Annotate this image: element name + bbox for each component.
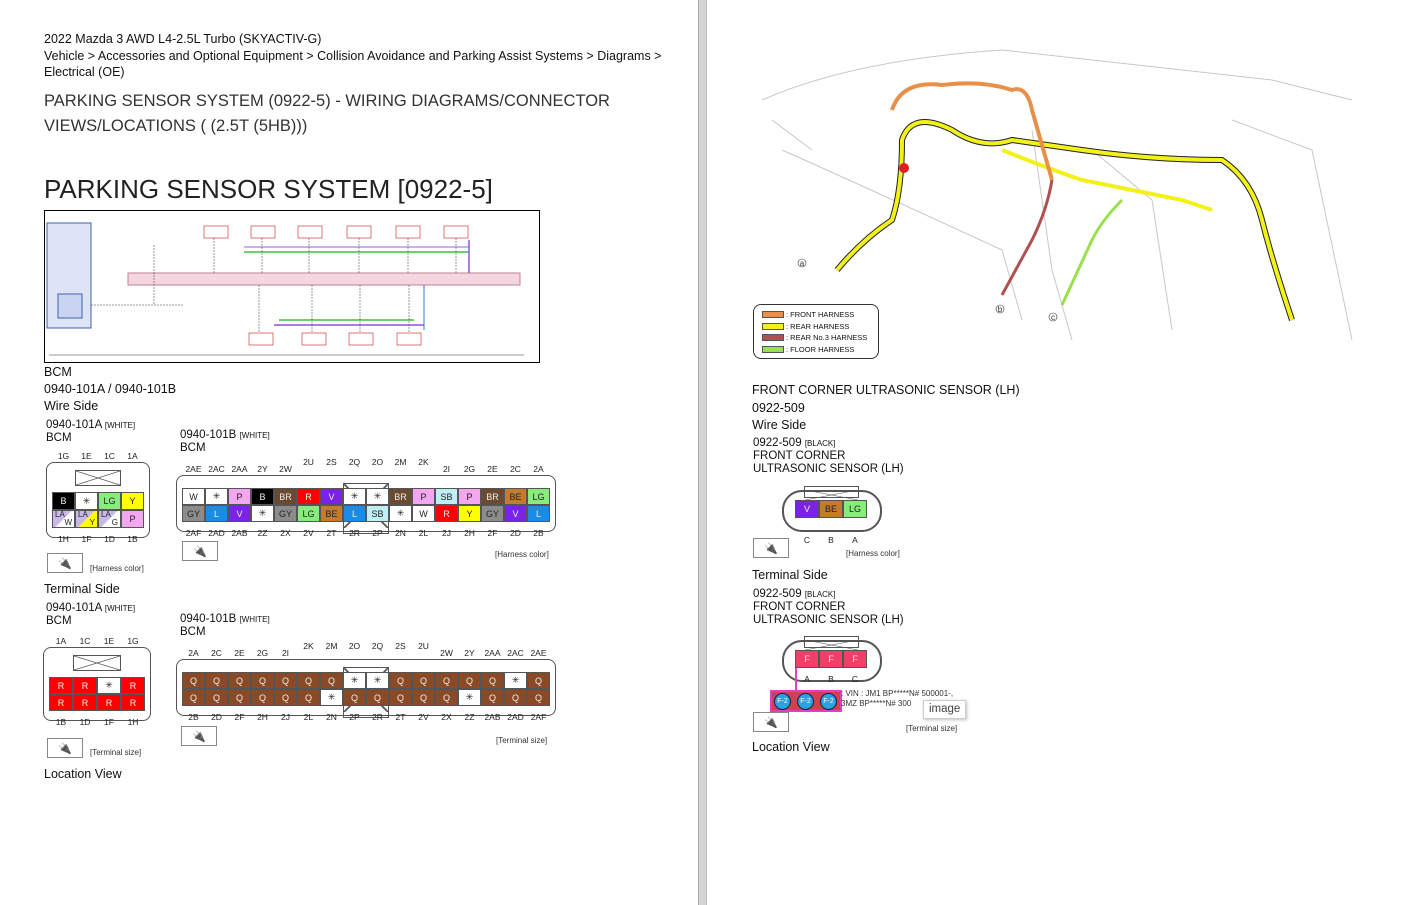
pin-cell: LG — [297, 505, 320, 522]
pin-cell: Q — [343, 689, 366, 706]
legend-label: : REAR HARNESS — [786, 321, 850, 331]
pin-cell: R — [121, 694, 145, 711]
pin-label: 2X — [441, 712, 452, 722]
leader-line — [795, 668, 797, 690]
pin-cell: GY — [481, 505, 504, 522]
legend-item — [762, 309, 870, 321]
pin-label: 2T — [326, 528, 337, 538]
harness-color-note: [Harness color] — [495, 550, 549, 559]
document-title: PARKING SENSOR SYSTEM (0922-5) - WIRING DIAGRAMS/CONNECTOR VIEWS/LOCATIONS ( (2.5T (5HB))) — [44, 92, 610, 135]
conn-b-title: 0940-101B [WHITE] BCM — [180, 429, 270, 454]
pin-cell: Q — [205, 689, 228, 706]
pin-cell: F — [795, 650, 819, 668]
pin-cell-label: LA G — [101, 510, 118, 527]
pin-label: 1B — [55, 717, 67, 727]
pin-label: 2M — [394, 457, 407, 467]
pin-label: 1C — [104, 451, 115, 461]
pin-label: 1E — [81, 451, 92, 461]
pin-cell: Q — [481, 689, 504, 706]
terminal-size-note: [Terminal size] — [906, 724, 958, 733]
pin-label: 2L — [303, 712, 314, 722]
terminal-view-icon: 🔌 — [47, 738, 83, 758]
pin-label: 1C — [79, 636, 91, 646]
pin-cell: Q — [481, 672, 504, 689]
pin-label: 2AA — [484, 648, 501, 658]
pin-label: 2Y — [257, 464, 268, 474]
pin-label: 2J — [281, 712, 290, 722]
lock-tab — [804, 486, 859, 498]
pin-cell: ✳ — [366, 672, 389, 689]
pin-label: 2D — [211, 712, 222, 722]
pin-label: 2P — [349, 712, 360, 722]
pin-cell: Q — [205, 672, 228, 689]
pin-label: 1G — [57, 451, 70, 461]
pin-cell: Y — [121, 492, 144, 510]
pin-label: 2AE — [530, 648, 547, 658]
pin-label: 2B — [533, 528, 544, 538]
marker-a: a — [799, 259, 805, 268]
pin-cell: GY — [182, 505, 205, 522]
pin-label: 1A — [55, 636, 67, 646]
pin-label: 1F — [81, 534, 92, 544]
pin-cell: ✳ — [251, 505, 274, 522]
harness-view-icon: 🔌 — [47, 553, 83, 573]
pin-label: 2G — [463, 464, 476, 474]
pin-cell: BR — [389, 488, 412, 505]
terminal-type-badge: F-2 — [774, 693, 791, 710]
bcm-label: BCM — [44, 365, 72, 379]
pin-label: 2F — [234, 712, 245, 722]
pin-cell: BR — [274, 488, 297, 505]
pin-label: 2X — [280, 528, 291, 538]
pin-cell: B — [251, 488, 274, 505]
pin-cell: ✳ — [389, 505, 412, 522]
pin-cell: Q — [366, 689, 389, 706]
pin-label: 2U — [418, 641, 429, 651]
pin-cell: Q — [182, 672, 205, 689]
pin-cell: LG — [527, 488, 550, 505]
pin-cell — [75, 510, 98, 528]
pin-cell: R — [73, 677, 97, 694]
right-page — [707, 0, 1407, 905]
pin-cell: BE — [320, 505, 343, 522]
pin-label: 2H — [464, 528, 475, 538]
terminal-view-icon: 🔌 — [753, 712, 789, 732]
pin-cell: Q — [274, 672, 297, 689]
pin-label: 2AF — [185, 528, 202, 538]
pin-label: 2N — [326, 712, 337, 722]
harness-view-icon: 🔌 — [182, 541, 218, 561]
marker-b: b — [997, 305, 1003, 314]
vin-note-line1: : VIN : JM1 BP*****N# 500001-, — [841, 689, 954, 698]
pin-cell: Q — [527, 672, 550, 689]
pin-cell: SB — [366, 505, 389, 522]
pin-label: 1D — [104, 534, 115, 544]
pin-label: 2D — [510, 528, 521, 538]
marker-c: c — [1051, 313, 1055, 322]
pin-label: 2A — [188, 648, 199, 658]
pin-cell: Q — [297, 672, 320, 689]
pin-label: 2I — [281, 648, 290, 658]
pin-cell: ✳ — [504, 672, 527, 689]
pin-cell: Q — [389, 672, 412, 689]
pin-label: 1D — [79, 717, 91, 727]
pin-label: 2R — [372, 712, 383, 722]
terminal-type-badge: F-2 — [797, 693, 814, 710]
pin-cell: Q — [458, 672, 481, 689]
pin-cell: P — [121, 510, 144, 528]
pin-cell: F — [843, 650, 867, 668]
wire-side-heading: Wire Side — [44, 399, 99, 413]
pin-label: 2H — [257, 712, 268, 722]
harness-view-icon: 🔌 — [753, 538, 789, 558]
pin-label: 2AD — [208, 528, 225, 538]
lock-tab — [804, 636, 859, 648]
pin-label: A — [804, 674, 810, 684]
pin-label: 2O — [348, 641, 361, 651]
pin-label: 2AC — [208, 464, 225, 474]
left-page — [0, 0, 698, 905]
pin-label: 2Z — [464, 712, 475, 722]
pin-cell: Q — [435, 672, 458, 689]
pin-cell: R — [97, 694, 121, 711]
pin-label: 2I — [442, 464, 451, 474]
pin-label: 1A — [127, 451, 138, 461]
terminal-view-icon: 🔌 — [181, 726, 217, 746]
legend-item — [762, 344, 870, 356]
pin-cell: W — [412, 505, 435, 522]
pin-cell: ✳ — [205, 488, 228, 505]
pin-label: 2AA — [231, 464, 248, 474]
pin-cell: V — [795, 500, 819, 518]
pin-cell: Y — [458, 505, 481, 522]
pin-cell: BE — [504, 488, 527, 505]
pin-label: 2AD — [507, 712, 524, 722]
pin-cell: P — [228, 488, 251, 505]
pin-label: 2AB — [484, 712, 501, 722]
pin-label: 2N — [395, 528, 406, 538]
breadcrumb[interactable]: Vehicle > Accessories and Optional Equipment > Collision Avoidance and Parking Assist Systems > Diagrams > Electrical (OE) — [44, 49, 662, 79]
pin-cell: Q — [527, 689, 550, 706]
pin-cell: L — [343, 505, 366, 522]
harness-color-note: [Harness color] — [846, 549, 900, 558]
pin-cell: P — [458, 488, 481, 505]
pin-cell: R — [49, 694, 73, 711]
pin-label: 2V — [303, 528, 314, 538]
pin-cell: SB — [435, 488, 458, 505]
legend-label: : FRONT HARNESS — [786, 310, 855, 320]
terminal-side-heading: Terminal Side — [44, 582, 120, 596]
pin-label: 2M — [325, 641, 338, 651]
vehicle-title: 2022 Mazda 3 AWD L4-2.5L Turbo (SKYACTIV-G) — [44, 32, 322, 46]
pin-cell: ✳ — [320, 689, 343, 706]
pin-cell: R — [121, 677, 145, 694]
tooltip: image — [923, 700, 966, 719]
vin-note-line2: 3MZ BP*****N# 300 — [841, 699, 912, 708]
lock-tab — [75, 470, 121, 486]
pin-label: 2AC — [507, 648, 524, 658]
pin-cell: ✳ — [343, 672, 366, 689]
terminal-type-badge: F-2 — [820, 693, 837, 710]
legend-label: : REAR No.3 HARNESS — [786, 333, 868, 343]
pin-label: 2J — [442, 528, 451, 538]
pin-label: C — [803, 535, 811, 545]
pin-label: 2G — [256, 648, 269, 658]
pin-label: 2B — [188, 712, 199, 722]
pin-label: 2L — [418, 528, 429, 538]
legend-swatch — [762, 346, 784, 353]
pin-label: B — [828, 535, 834, 545]
pin-label: 2Q — [371, 641, 384, 651]
pin-label: 2E — [487, 464, 498, 474]
sensor-title: FRONT CORNER ULTRASONIC SENSOR (LH) — [752, 383, 1020, 397]
pin-label: 2Q — [348, 457, 361, 467]
location-view-heading: Location View — [752, 740, 830, 754]
pin-label: 2AE — [185, 464, 202, 474]
pin-label: 2T — [395, 712, 406, 722]
pin-cell: BE — [819, 500, 843, 518]
pin-label: 2Y — [464, 648, 475, 658]
pin-cell — [98, 510, 121, 528]
sensor-conn-title: 0922-509 [BLACK] FRONT CORNER ULTRASONIC SENSOR (LH) — [753, 437, 904, 475]
pin-label: C — [851, 674, 859, 684]
harness-color-note: [Harness color] — [90, 564, 144, 573]
pin-cell: W — [182, 488, 205, 505]
legend-swatch — [762, 334, 784, 341]
pin-label: 2K — [418, 457, 429, 467]
pin-cell: B — [52, 492, 75, 510]
legend-swatch — [762, 323, 784, 330]
pin-label: 2K — [303, 641, 314, 651]
pin-cell: Q — [504, 689, 527, 706]
pin-cell: Q — [182, 689, 205, 706]
pin-cell: L — [527, 505, 550, 522]
pin-cell: L — [205, 505, 228, 522]
pin-cell: ✳ — [97, 677, 121, 694]
pin-cell: R — [49, 677, 73, 694]
connector-ids: 0940-101A / 0940-101B — [44, 382, 177, 396]
pin-label: 2S — [326, 457, 337, 467]
pin-label: 2V — [418, 712, 429, 722]
pin-cell: BR — [481, 488, 504, 505]
pin-cell: Q — [412, 672, 435, 689]
pin-cell: LG — [98, 492, 121, 510]
pin-label: 1G — [127, 636, 139, 646]
pin-cell: Q — [251, 689, 274, 706]
pin-cell: R — [297, 488, 320, 505]
sensor-id: 0922-509 — [752, 401, 805, 415]
legend-item — [762, 332, 870, 344]
pin-label: 1H — [58, 534, 69, 544]
pin-cell: V — [320, 488, 343, 505]
pin-cell: Q — [228, 672, 251, 689]
pin-label: 1B — [127, 534, 138, 544]
pin-label: 2U — [303, 457, 314, 467]
pin-label: 2R — [349, 528, 360, 538]
terminal-side-heading: Terminal Side — [752, 568, 828, 582]
pin-cell: P — [412, 488, 435, 505]
page-divider — [698, 0, 707, 905]
pin-label: 2E — [234, 648, 245, 658]
pin-cell: Q — [297, 689, 320, 706]
pin-cell: V — [504, 505, 527, 522]
pin-cell: GY — [274, 505, 297, 522]
pin-cell — [52, 510, 75, 528]
pin-cell: Q — [251, 672, 274, 689]
legend-item — [762, 321, 870, 333]
pin-label: 2F — [487, 528, 498, 538]
pin-cell: Q — [412, 689, 435, 706]
pin-label: 1H — [127, 717, 139, 727]
pin-label: 2W — [440, 648, 453, 658]
pin-label: 2W — [279, 464, 292, 474]
pin-cell: ✳ — [458, 689, 481, 706]
section-title: PARKING SENSOR SYSTEM [0922-5] — [44, 174, 493, 204]
pin-label: 1E — [103, 636, 115, 646]
pin-cell: Q — [274, 689, 297, 706]
pin-cell-label: LA W — [55, 510, 72, 527]
pin-label: 2P — [372, 528, 383, 538]
pin-cell: ✳ — [343, 488, 366, 505]
pin-label: 2S — [395, 641, 406, 651]
sensor-conn-title: 0922-509 [BLACK] FRONT CORNER ULTRASONIC SENSOR (LH) — [753, 588, 904, 626]
pin-label: 2C — [211, 648, 222, 658]
location-view-heading: Location View — [44, 767, 122, 781]
pin-label: B — [828, 674, 834, 684]
pin-cell: Q — [228, 689, 251, 706]
legend-swatch — [762, 311, 784, 318]
terminal-size-note: [Terminal size] — [90, 748, 142, 757]
conn-a-title: 0940-101A [WHITE] BCM — [46, 419, 136, 444]
pin-label: 2C — [510, 464, 521, 474]
pin-label: 1F — [104, 717, 114, 727]
pin-cell: F — [819, 650, 843, 668]
pin-cell: Q — [435, 689, 458, 706]
wiring-diagram[interactable] — [44, 210, 540, 363]
conn-a-title: 0940-101A [WHITE] BCM — [46, 602, 136, 627]
pin-label: 2O — [371, 457, 384, 467]
lock-tab — [73, 655, 121, 671]
pin-cell: V — [228, 505, 251, 522]
pin-label: 2Z — [257, 528, 268, 538]
pin-cell: Q — [320, 672, 343, 689]
pin-cell: LG — [843, 500, 867, 518]
pin-cell: Q — [389, 689, 412, 706]
pin-label: 2A — [533, 464, 544, 474]
pin-cell: R — [435, 505, 458, 522]
terminal-size-note: [Terminal size] — [496, 736, 548, 745]
pin-label: 2AB — [231, 528, 248, 538]
pin-cell: ✳ — [75, 492, 98, 510]
pin-cell-label: LA Y — [78, 510, 95, 527]
legend-label: : FLOOR HARNESS — [786, 344, 855, 354]
pin-cell: R — [73, 694, 97, 711]
conn-b-title: 0940-101B [WHITE] BCM — [180, 613, 270, 638]
pin-label: A — [852, 535, 858, 545]
pin-cell: ✳ — [366, 488, 389, 505]
pin-label: 2AF — [530, 712, 547, 722]
wire-side-heading: Wire Side — [752, 418, 807, 432]
harness-legend — [753, 304, 879, 359]
